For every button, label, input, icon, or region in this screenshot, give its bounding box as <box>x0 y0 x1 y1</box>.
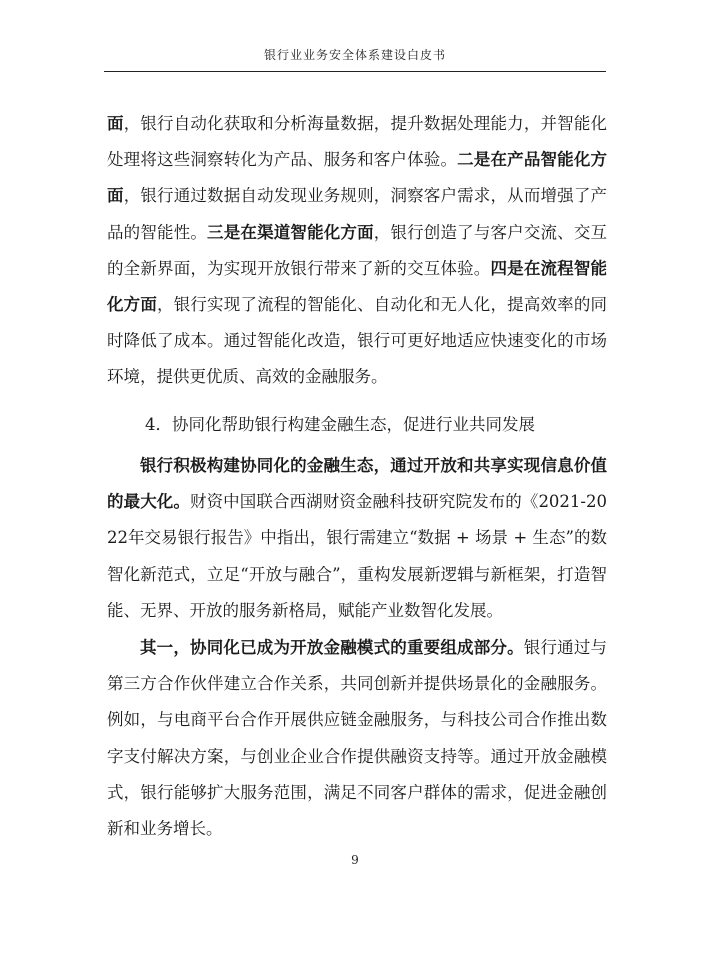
p3-bold-lead: 其一，协同化已成为开放金融模式的重要组成部分。 <box>140 638 524 657</box>
p1-text-4: ，银行实现了流程的智能化、自动化和无人化，提高效率的同时降低了成本。通过智能化改造，银行可更好地适应快速变化的市场环境，提供更优质、高效的金融服务。 <box>107 295 608 387</box>
p3-text: 银行通过与第三方合作伙伴建立合作关系，共同创新并提供场景化的金融服务。例如，与电商平台合作开展供应链金融服务，与科技公司合作推出数字支付解决方案，与创业企业合作提供融资支持等。通过开放金融模式，银行能够扩大服务范围，满足不同客户群体的需求，促进金融创新和业务增长。 <box>107 638 608 839</box>
header-divider <box>104 71 606 72</box>
p1-text-1: ，银行自动化获取和分析海量数据，提升数据处理能力，并智能化处理将这些洞察转化为产品、服务和客户体验。 <box>107 114 608 170</box>
paragraph-open-finance <box>107 630 607 847</box>
running-header: 银行业业务安全体系建设白皮书 <box>263 48 446 62</box>
section-heading: 4．协同化帮助银行构建金融生态，促进行业共同发展 <box>145 415 535 434</box>
p1-text-2: ，银行通过数据自动发现业务规则，洞察客户需求，从而增强了产品的智能性。 <box>107 186 608 242</box>
p1-bold-channel: 三是在渠道智能化方面 <box>207 222 374 242</box>
p2-text: 财资中国联合西湖财资金融科技研究院发布的《2021-2022年交易银行报告》中指出，银行需建立“数据 + 场景 + 生态”的数智化新范式，立足“开放与融合”，重构发展新逻辑与新框架，打造智能、无界、开放的服务新格局，赋能产业数智化发展。 <box>107 492 607 620</box>
paragraph-intelligence <box>107 106 607 396</box>
p1-bold-process: 四是在流程智能化方面 <box>107 258 608 315</box>
page-number: 9 <box>351 853 359 867</box>
p2-bold-lead: 银行积极构建协同化的金融生态，通过开放和共享实现信息价值的最大化。 <box>107 456 607 512</box>
p1-bold-product: 二是在产品智能化方面 <box>107 150 608 206</box>
p1-bold-lead: 面 <box>107 114 124 133</box>
p1-text-3: ，银行创造了与客户交流、交互的全新界面，为实现开放银行带来了新的交互体验。 <box>107 222 608 278</box>
paragraph-ecosystem <box>107 448 607 629</box>
